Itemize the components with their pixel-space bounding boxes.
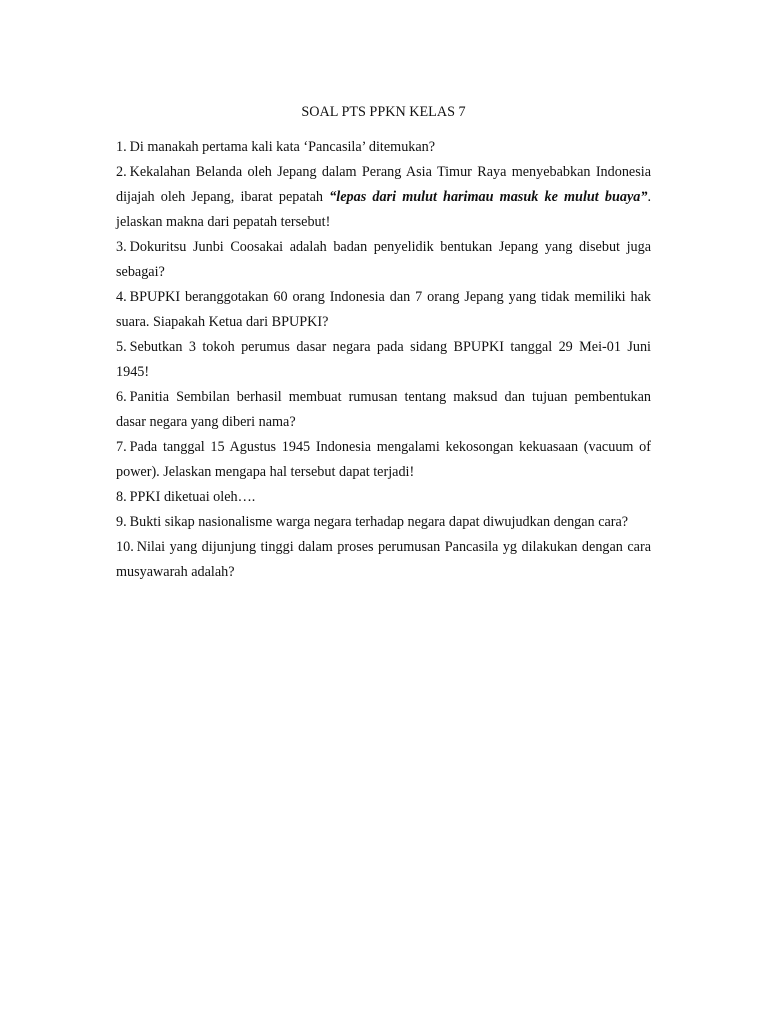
question-number: 8. — [116, 489, 127, 505]
question-number: 9. — [116, 514, 127, 530]
question-number: 1. — [116, 139, 127, 155]
question-number: 10. — [116, 539, 134, 555]
question-number: 5. — [116, 339, 127, 355]
question-7 — [116, 435, 651, 485]
proverb-quote: “lepas dari mulut harimau masuk ke mulut buaya” — [329, 189, 648, 205]
question-text: PPKI diketuai oleh…. — [129, 489, 256, 505]
question-6 — [116, 385, 651, 435]
question-10 — [116, 535, 651, 585]
question-5 — [116, 335, 651, 385]
document-title: SOAL PTS PPKN KELAS 7 — [301, 104, 466, 120]
question-3 — [116, 235, 651, 285]
question-text: Pada tanggal 15 Agustus 1945 Indonesia mengalami kekosongan kekuasaan (vacuum of power). Jelaskan mengapa hal tersebut dapat terjadi! — [116, 439, 651, 480]
question-number: 4. — [116, 289, 127, 305]
question-number: 2. — [116, 164, 127, 180]
question-text: Bukti sikap nasionalisme warga negara terhadap negara dapat diwujudkan dengan cara? — [129, 514, 629, 530]
document-page — [116, 100, 651, 585]
question-2 — [116, 160, 651, 235]
question-1 — [116, 135, 651, 160]
question-text: Dokuritsu Junbi Coosakai adalah badan penyelidik bentukan Jepang yang disebut juga sebagai? — [116, 239, 651, 280]
question-text: Kekalahan Belanda oleh Jepang dalam Perang Asia Timur Raya menyebabkan Indonesia dijajah oleh Jepang, ibarat pepatah — [116, 164, 651, 205]
question-text: Panitia Sembilan berhasil membuat rumusan tentang maksud dan tujuan pembentukan dasar negara yang diberi nama? — [116, 389, 651, 430]
question-8 — [116, 485, 651, 510]
question-number: 3. — [116, 239, 127, 255]
question-number: 6. — [116, 389, 127, 405]
question-9 — [116, 510, 651, 535]
question-text: Di manakah pertama kali kata ‘Pancasila’ ditemukan? — [129, 139, 436, 155]
question-4 — [116, 285, 651, 335]
question-text: Nilai yang dijunjung tinggi dalam proses perumusan Pancasila yg dilakukan dengan cara musyawarah adalah? — [116, 539, 651, 580]
question-number: 7. — [116, 439, 127, 455]
question-text: BPUPKI beranggotakan 60 orang Indonesia dan 7 orang Jepang yang tidak memiliki hak suara. Siapakah Ketua dari BPUPKI? — [116, 289, 651, 330]
question-text: Sebutkan 3 tokoh perumus dasar negara pada sidang BPUPKI tanggal 29 Mei-01 Juni 1945! — [116, 339, 651, 380]
question-text-after: . jelaskan makna dari pepatah tersebut! — [116, 189, 651, 230]
